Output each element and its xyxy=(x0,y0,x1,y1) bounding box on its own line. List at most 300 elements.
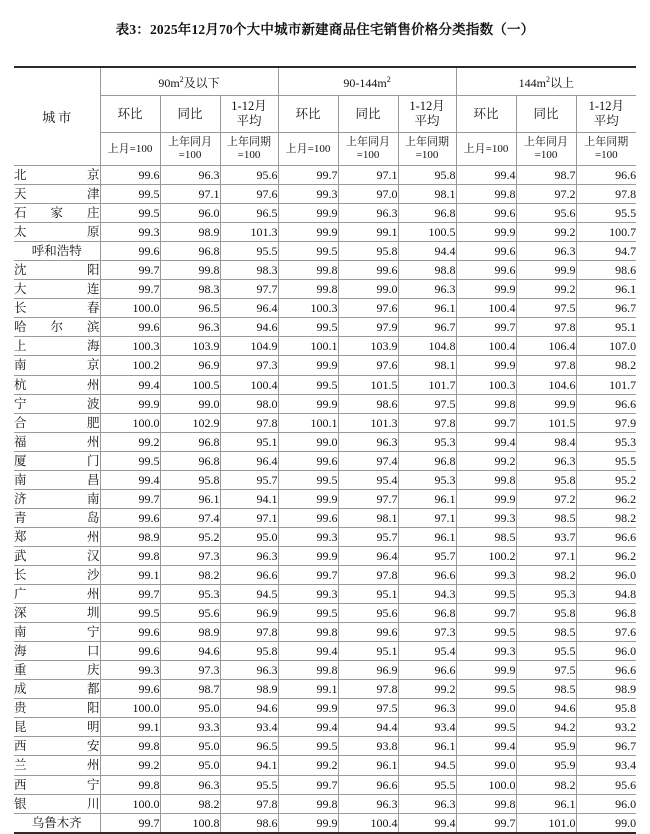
value-cell: 95.3 xyxy=(160,585,220,604)
value-cell: 99.8 xyxy=(456,794,516,813)
value-cell: 97.7 xyxy=(220,280,278,299)
value-cell: 96.8 xyxy=(576,604,636,623)
value-cell: 96.3 xyxy=(160,775,220,794)
value-cell: 98.9 xyxy=(160,623,220,642)
value-cell: 96.7 xyxy=(576,737,636,756)
value-cell: 99.8 xyxy=(278,661,338,680)
value-cell: 99.7 xyxy=(456,813,516,833)
table-row xyxy=(14,737,636,756)
value-cell: 96.5 xyxy=(220,204,278,223)
value-cell: 99.6 xyxy=(100,642,160,661)
value-cell: 97.8 xyxy=(516,356,576,375)
value-cell: 96.1 xyxy=(398,737,456,756)
value-cell: 94.5 xyxy=(398,756,456,775)
value-cell: 99.9 xyxy=(278,699,338,718)
value-cell: 95.3 xyxy=(398,470,456,489)
value-cell: 96.3 xyxy=(516,242,576,261)
city-name-cell: 南宁 xyxy=(14,623,100,642)
value-cell: 94.6 xyxy=(516,699,576,718)
value-cell: 99.3 xyxy=(456,642,516,661)
city-name-cell: 乌鲁木齐 xyxy=(14,813,100,833)
value-cell: 99.8 xyxy=(456,185,516,204)
value-cell: 93.8 xyxy=(338,737,398,756)
value-cell: 96.3 xyxy=(338,794,398,813)
table-row xyxy=(14,680,636,699)
value-cell: 98.2 xyxy=(516,775,576,794)
base-header-g1-yoy: 上年同月 =100 xyxy=(160,133,220,166)
value-cell: 99.3 xyxy=(278,527,338,546)
value-cell: 99.2 xyxy=(100,756,160,775)
value-cell: 94.3 xyxy=(398,585,456,604)
value-cell: 96.3 xyxy=(160,166,220,185)
value-cell: 99.4 xyxy=(456,432,516,451)
base-header-g3-yoy: 上年同月 =100 xyxy=(516,133,576,166)
city-name-cell: 合肥 xyxy=(14,413,100,432)
table-row xyxy=(14,299,636,318)
value-cell: 95.4 xyxy=(398,642,456,661)
value-cell: 99.9 xyxy=(456,661,516,680)
value-cell: 99.4 xyxy=(398,813,456,833)
value-cell: 96.1 xyxy=(398,527,456,546)
value-cell: 96.2 xyxy=(576,489,636,508)
value-cell: 100.2 xyxy=(456,546,516,565)
value-cell: 95.2 xyxy=(576,470,636,489)
value-cell: 97.9 xyxy=(576,413,636,432)
table-row xyxy=(14,527,636,546)
group-header-over-144: $144m^2$以上 xyxy=(456,67,636,96)
value-cell: 95.5 xyxy=(516,642,576,661)
value-cell: 99.5 xyxy=(278,318,338,337)
city-name-cell: 杭州 xyxy=(14,375,100,394)
value-cell: 96.6 xyxy=(398,565,456,584)
sub-header-g1-yoy: 同比 xyxy=(160,96,220,133)
value-cell: 99.4 xyxy=(456,166,516,185)
value-cell: 99.5 xyxy=(100,451,160,470)
value-cell: 95.8 xyxy=(516,470,576,489)
table-row xyxy=(14,489,636,508)
value-cell: 96.1 xyxy=(516,794,576,813)
value-cell: 94.4 xyxy=(338,718,398,737)
table-row xyxy=(14,451,636,470)
city-name-cell: 青岛 xyxy=(14,508,100,527)
value-cell: 99.5 xyxy=(456,718,516,737)
value-cell: 96.6 xyxy=(576,166,636,185)
value-cell: 96.6 xyxy=(220,565,278,584)
value-cell: 99.9 xyxy=(100,394,160,413)
value-cell: 95.8 xyxy=(398,166,456,185)
table-row xyxy=(14,185,636,204)
value-cell: 97.8 xyxy=(516,318,576,337)
value-cell: 96.8 xyxy=(160,432,220,451)
value-cell: 100.4 xyxy=(456,337,516,356)
value-cell: 94.6 xyxy=(220,318,278,337)
value-cell: 96.7 xyxy=(398,318,456,337)
value-cell: 95.5 xyxy=(220,242,278,261)
value-cell: 99.5 xyxy=(100,185,160,204)
value-cell: 99.8 xyxy=(100,546,160,565)
value-cell: 94.7 xyxy=(576,242,636,261)
page-title: 表3：2025年12月70个大中城市新建商品住宅销售价格分类指数（一） xyxy=(115,22,535,37)
value-cell: 95.1 xyxy=(338,642,398,661)
value-cell: 96.7 xyxy=(576,299,636,318)
value-cell: 96.3 xyxy=(338,204,398,223)
value-cell: 96.3 xyxy=(398,280,456,299)
value-cell: 96.3 xyxy=(516,451,576,470)
value-cell: 99.3 xyxy=(100,223,160,242)
value-cell: 96.1 xyxy=(338,756,398,775)
value-cell: 97.1 xyxy=(398,508,456,527)
value-cell: 95.7 xyxy=(220,470,278,489)
value-cell: 99.5 xyxy=(278,604,338,623)
value-cell: 98.2 xyxy=(516,565,576,584)
table-row xyxy=(14,337,636,356)
table-header xyxy=(14,67,636,166)
city-name-cell: 兰州 xyxy=(14,756,100,775)
value-cell: 98.6 xyxy=(220,813,278,833)
value-cell: 95.2 xyxy=(160,527,220,546)
value-cell: 99.2 xyxy=(456,451,516,470)
table-row xyxy=(14,794,636,813)
value-cell: 99.5 xyxy=(456,680,516,699)
city-name-cell: 深圳 xyxy=(14,604,100,623)
city-name-cell: 大连 xyxy=(14,280,100,299)
value-cell: 100.0 xyxy=(456,775,516,794)
value-cell: 96.3 xyxy=(220,546,278,565)
value-cell: 99.7 xyxy=(278,166,338,185)
value-cell: 96.6 xyxy=(576,661,636,680)
sub-header-g3-yoy: 同比 xyxy=(516,96,576,133)
index-table-container xyxy=(14,66,636,834)
value-cell: 98.3 xyxy=(160,280,220,299)
value-cell: 98.0 xyxy=(220,394,278,413)
value-cell: 97.4 xyxy=(160,508,220,527)
value-cell: 99.9 xyxy=(278,356,338,375)
value-cell: 99.4 xyxy=(278,718,338,737)
value-cell: 99.8 xyxy=(278,280,338,299)
city-name-cell: 贵阳 xyxy=(14,699,100,718)
table-body xyxy=(14,166,636,833)
value-cell: 95.5 xyxy=(576,451,636,470)
value-cell: 96.1 xyxy=(576,280,636,299)
value-cell: 99.6 xyxy=(100,508,160,527)
value-cell: 97.5 xyxy=(398,394,456,413)
value-cell: 95.6 xyxy=(160,604,220,623)
city-name-cell: 广州 xyxy=(14,585,100,604)
value-cell: 97.4 xyxy=(338,451,398,470)
value-cell: 95.0 xyxy=(160,699,220,718)
table-row xyxy=(14,470,636,489)
value-cell: 99.5 xyxy=(278,375,338,394)
table-row xyxy=(14,699,636,718)
value-cell: 98.5 xyxy=(516,680,576,699)
value-cell: 96.9 xyxy=(338,661,398,680)
value-cell: 99.4 xyxy=(456,737,516,756)
sub-header-g3-avg: 1-12月 平均 xyxy=(576,96,636,133)
value-cell: 95.7 xyxy=(338,527,398,546)
value-cell: 97.8 xyxy=(220,623,278,642)
value-cell: 99.7 xyxy=(100,261,160,280)
value-cell: 96.4 xyxy=(338,546,398,565)
value-cell: 99.6 xyxy=(278,508,338,527)
value-cell: 94.4 xyxy=(398,242,456,261)
value-cell: 99.7 xyxy=(100,585,160,604)
value-cell: 99.5 xyxy=(278,242,338,261)
value-cell: 104.6 xyxy=(516,375,576,394)
value-cell: 94.2 xyxy=(516,718,576,737)
value-cell: 93.4 xyxy=(576,756,636,775)
value-cell: 97.7 xyxy=(338,489,398,508)
value-cell: 95.0 xyxy=(160,737,220,756)
table-row xyxy=(14,642,636,661)
header-row-baselines xyxy=(14,133,636,166)
sub-header-g2-mom: 环比 xyxy=(278,96,338,133)
value-cell: 93.2 xyxy=(576,718,636,737)
value-cell: 96.0 xyxy=(576,565,636,584)
city-name-cell: 银川 xyxy=(14,794,100,813)
value-cell: 94.1 xyxy=(220,489,278,508)
value-cell: 101.5 xyxy=(338,375,398,394)
value-cell: 99.6 xyxy=(100,242,160,261)
city-name-cell: 天津 xyxy=(14,185,100,204)
value-cell: 99.6 xyxy=(456,204,516,223)
value-cell: 96.2 xyxy=(576,546,636,565)
value-cell: 96.9 xyxy=(160,356,220,375)
value-cell: 96.8 xyxy=(398,604,456,623)
value-cell: 96.3 xyxy=(398,794,456,813)
value-cell: 97.3 xyxy=(220,356,278,375)
value-cell: 99.7 xyxy=(278,565,338,584)
sub-header-g3-mom: 环比 xyxy=(456,96,516,133)
value-cell: 99.9 xyxy=(516,261,576,280)
base-header-g2-mom: 上月=100 xyxy=(278,133,338,166)
value-cell: 99.4 xyxy=(278,642,338,661)
value-cell: 99.0 xyxy=(456,699,516,718)
base-header-g1-avg: 上年同期 =100 xyxy=(220,133,278,166)
value-cell: 95.8 xyxy=(338,242,398,261)
city-name-cell: 南京 xyxy=(14,356,100,375)
value-cell: 99.5 xyxy=(278,737,338,756)
value-cell: 100.3 xyxy=(456,375,516,394)
sub-header-g1-avg: 1-12月 平均 xyxy=(220,96,278,133)
value-cell: 95.8 xyxy=(516,604,576,623)
value-cell: 98.7 xyxy=(516,166,576,185)
value-cell: 97.8 xyxy=(576,185,636,204)
value-cell: 99.1 xyxy=(100,718,160,737)
value-cell: 96.6 xyxy=(576,527,636,546)
value-cell: 96.8 xyxy=(398,204,456,223)
value-cell: 100.0 xyxy=(100,794,160,813)
table-row xyxy=(14,204,636,223)
value-cell: 97.1 xyxy=(516,546,576,565)
value-cell: 96.5 xyxy=(160,299,220,318)
value-cell: 99.5 xyxy=(100,204,160,223)
value-cell: 97.6 xyxy=(576,623,636,642)
city-name-cell: 北京 xyxy=(14,166,100,185)
value-cell: 96.1 xyxy=(160,489,220,508)
city-name-cell: 南昌 xyxy=(14,470,100,489)
value-cell: 100.4 xyxy=(338,813,398,833)
value-cell: 100.0 xyxy=(100,299,160,318)
value-cell: 95.1 xyxy=(576,318,636,337)
value-cell: 98.5 xyxy=(516,508,576,527)
value-cell: 99.6 xyxy=(456,242,516,261)
value-cell: 99.8 xyxy=(456,470,516,489)
city-name-cell: 西安 xyxy=(14,737,100,756)
table-row xyxy=(14,242,636,261)
city-name-cell: 长沙 xyxy=(14,565,100,584)
value-cell: 98.9 xyxy=(220,680,278,699)
value-cell: 99.2 xyxy=(516,223,576,242)
group-header-90-144: $90-144m^2$ xyxy=(278,67,456,96)
value-cell: 99.7 xyxy=(456,604,516,623)
value-cell: 98.1 xyxy=(338,508,398,527)
value-cell: 97.8 xyxy=(398,413,456,432)
value-cell: 99.2 xyxy=(516,280,576,299)
value-cell: 95.6 xyxy=(516,204,576,223)
value-cell: 98.9 xyxy=(160,223,220,242)
value-cell: 99.9 xyxy=(278,546,338,565)
header-row-measures xyxy=(14,96,636,133)
value-cell: 99.8 xyxy=(278,261,338,280)
value-cell: 98.7 xyxy=(160,680,220,699)
city-name-cell: 武汉 xyxy=(14,546,100,565)
value-cell: 99.9 xyxy=(456,489,516,508)
value-cell: 98.9 xyxy=(576,680,636,699)
value-cell: 99.9 xyxy=(456,356,516,375)
value-cell: 98.6 xyxy=(576,261,636,280)
table-row xyxy=(14,604,636,623)
value-cell: 97.8 xyxy=(338,565,398,584)
value-cell: 95.5 xyxy=(576,204,636,223)
value-cell: 99.6 xyxy=(338,261,398,280)
value-cell: 98.1 xyxy=(398,185,456,204)
value-cell: 96.8 xyxy=(398,451,456,470)
table-row xyxy=(14,546,636,565)
city-name-cell: 太原 xyxy=(14,223,100,242)
value-cell: 95.3 xyxy=(516,585,576,604)
value-cell: 101.3 xyxy=(338,413,398,432)
table-row xyxy=(14,813,636,833)
value-cell: 99.0 xyxy=(338,280,398,299)
value-cell: 106.4 xyxy=(516,337,576,356)
value-cell: 99.6 xyxy=(338,623,398,642)
value-cell: 97.0 xyxy=(338,185,398,204)
table-row xyxy=(14,756,636,775)
value-cell: 107.0 xyxy=(576,337,636,356)
table-row xyxy=(14,508,636,527)
value-cell: 97.2 xyxy=(516,489,576,508)
value-cell: 99.2 xyxy=(278,756,338,775)
value-cell: 93.4 xyxy=(398,718,456,737)
value-cell: 99.6 xyxy=(100,166,160,185)
table-row xyxy=(14,585,636,604)
sub-header-g2-yoy: 同比 xyxy=(338,96,398,133)
value-cell: 99.9 xyxy=(278,204,338,223)
value-cell: 98.6 xyxy=(338,394,398,413)
table-row xyxy=(14,394,636,413)
value-cell: 99.3 xyxy=(278,185,338,204)
value-cell: 96.3 xyxy=(160,318,220,337)
value-cell: 101.5 xyxy=(516,413,576,432)
city-name-cell: 厦门 xyxy=(14,451,100,470)
city-name-cell: 海口 xyxy=(14,642,100,661)
value-cell: 100.8 xyxy=(160,813,220,833)
value-cell: 96.8 xyxy=(160,242,220,261)
table-row xyxy=(14,718,636,737)
value-cell: 96.0 xyxy=(576,642,636,661)
value-cell: 104.9 xyxy=(220,337,278,356)
city-name-cell: 沈阳 xyxy=(14,261,100,280)
value-cell: 97.8 xyxy=(220,794,278,813)
value-cell: 99.0 xyxy=(456,756,516,775)
value-cell: 95.1 xyxy=(338,585,398,604)
value-cell: 99.6 xyxy=(100,623,160,642)
value-cell: 99.3 xyxy=(278,585,338,604)
value-cell: 93.3 xyxy=(160,718,220,737)
value-cell: 99.6 xyxy=(100,680,160,699)
value-cell: 93.4 xyxy=(220,718,278,737)
value-cell: 99.5 xyxy=(456,623,516,642)
value-cell: 94.8 xyxy=(576,585,636,604)
value-cell: 97.3 xyxy=(398,623,456,642)
value-cell: 99.9 xyxy=(516,394,576,413)
city-name-cell: 西宁 xyxy=(14,775,100,794)
value-cell: 96.6 xyxy=(338,775,398,794)
value-cell: 94.6 xyxy=(160,642,220,661)
city-name-cell: 石家庄 xyxy=(14,204,100,223)
value-cell: 99.8 xyxy=(100,775,160,794)
value-cell: 99.1 xyxy=(100,565,160,584)
base-header-g1-mom: 上月=100 xyxy=(100,133,160,166)
value-cell: 97.5 xyxy=(516,299,576,318)
value-cell: 99.7 xyxy=(456,413,516,432)
value-cell: 94.5 xyxy=(220,585,278,604)
value-cell: 96.3 xyxy=(220,661,278,680)
header-row-groups xyxy=(14,67,636,96)
value-cell: 95.6 xyxy=(576,775,636,794)
table-row xyxy=(14,318,636,337)
value-cell: 99.7 xyxy=(100,280,160,299)
table-row xyxy=(14,280,636,299)
value-cell: 98.9 xyxy=(100,527,160,546)
table-row xyxy=(14,565,636,584)
group-header-under-90: $90m^2$及以下 xyxy=(100,67,278,96)
city-name-cell: 重庆 xyxy=(14,661,100,680)
value-cell: 102.9 xyxy=(160,413,220,432)
value-cell: 100.0 xyxy=(100,413,160,432)
value-cell: 99.7 xyxy=(100,813,160,833)
value-cell: 98.4 xyxy=(516,432,576,451)
value-cell: 98.2 xyxy=(576,356,636,375)
value-cell: 96.9 xyxy=(220,604,278,623)
value-cell: 97.1 xyxy=(338,166,398,185)
value-cell: 99.1 xyxy=(278,680,338,699)
value-cell: 98.5 xyxy=(456,527,516,546)
value-cell: 99.9 xyxy=(278,813,338,833)
value-cell: 97.3 xyxy=(160,546,220,565)
housing-price-index-table xyxy=(14,66,636,834)
value-cell: 100.2 xyxy=(100,356,160,375)
value-cell: 99.1 xyxy=(338,223,398,242)
value-cell: 95.6 xyxy=(220,166,278,185)
value-cell: 103.9 xyxy=(338,337,398,356)
value-cell: 96.6 xyxy=(576,394,636,413)
value-cell: 93.7 xyxy=(516,527,576,546)
value-cell: 95.8 xyxy=(160,470,220,489)
value-cell: 97.9 xyxy=(338,318,398,337)
value-cell: 96.3 xyxy=(398,699,456,718)
value-cell: 97.1 xyxy=(220,508,278,527)
